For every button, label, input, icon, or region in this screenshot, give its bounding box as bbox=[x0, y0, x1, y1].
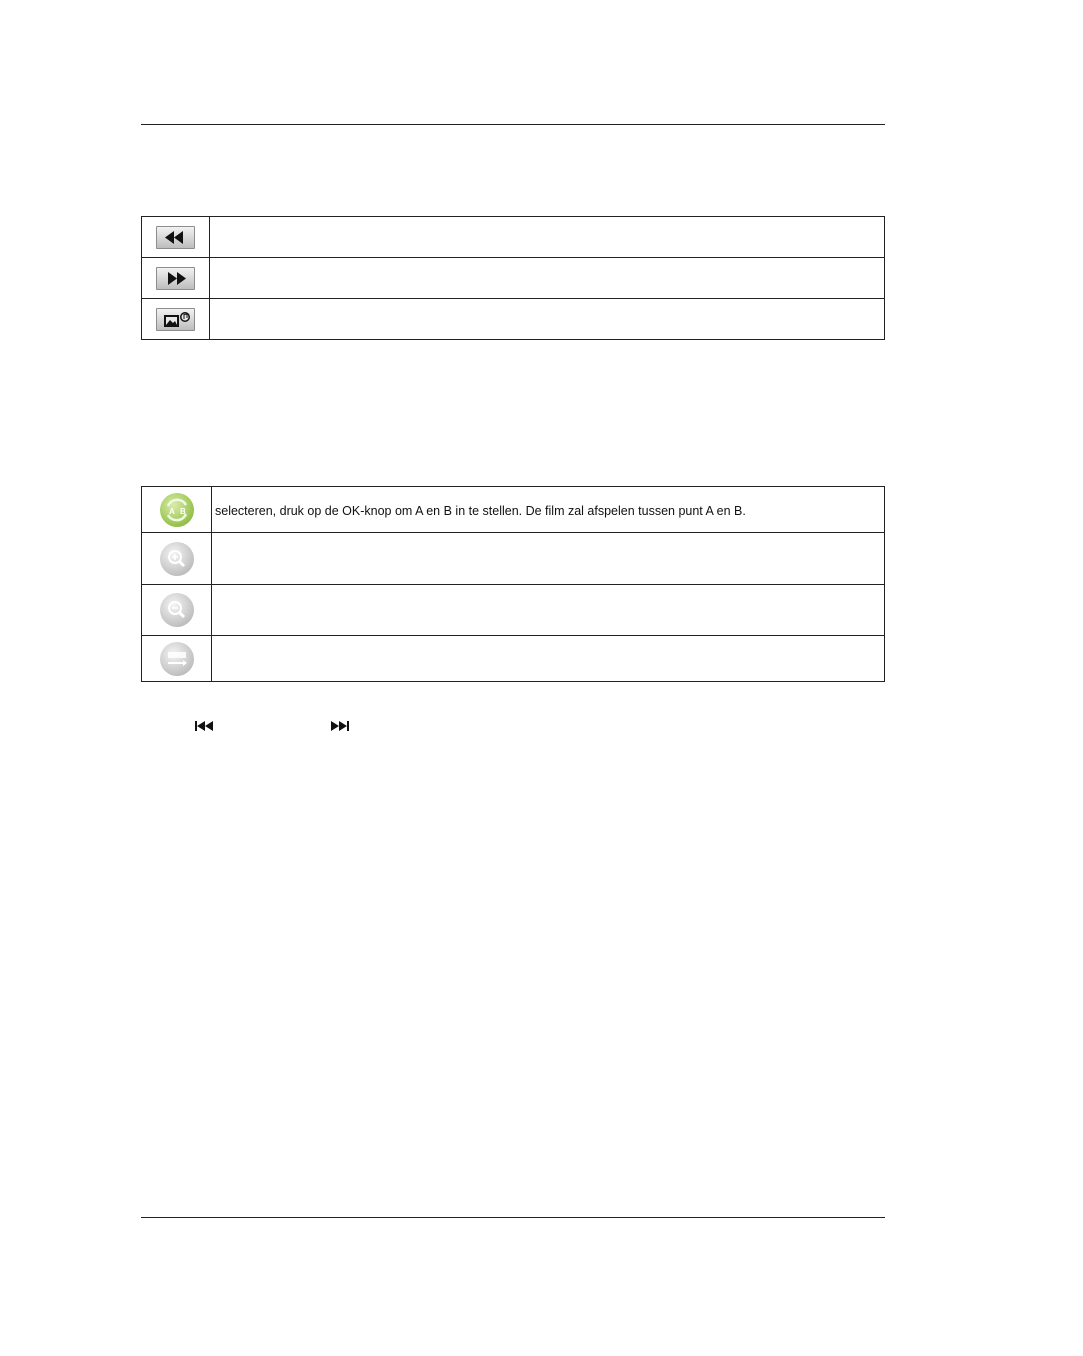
table-cell-text bbox=[210, 258, 885, 299]
table-cell-text: selecteren, druk op de OK-knop om A en B in te stellen. De film zal afspelen tussen punt A en B. bbox=[212, 487, 885, 533]
table-cell-text bbox=[210, 217, 885, 258]
svg-text:B: B bbox=[179, 506, 186, 516]
table-row bbox=[142, 533, 885, 585]
photo-music-icon bbox=[156, 308, 195, 331]
skip-previous-icon bbox=[194, 720, 214, 732]
table-cell-text bbox=[212, 585, 885, 636]
table-row bbox=[142, 258, 885, 299]
table-cell-text bbox=[212, 533, 885, 585]
table-row bbox=[142, 636, 885, 682]
playback-icons-table bbox=[141, 216, 885, 340]
top-rule bbox=[141, 124, 885, 125]
table-cell-text bbox=[210, 299, 885, 340]
rewind-icon bbox=[156, 226, 195, 249]
zoom-out-icon bbox=[160, 593, 194, 627]
ab-repeat-icon bbox=[160, 493, 194, 527]
bottom-rule bbox=[141, 1217, 885, 1218]
table-row bbox=[142, 299, 885, 340]
skip-next-icon bbox=[330, 720, 350, 732]
table-cell-text bbox=[212, 636, 885, 682]
video-options-table bbox=[141, 486, 885, 682]
table-row bbox=[142, 217, 885, 258]
table-row bbox=[142, 487, 885, 533]
svg-text:A: A bbox=[168, 506, 175, 516]
table-row bbox=[142, 585, 885, 636]
zoom-in-icon bbox=[160, 542, 194, 576]
fast-forward-icon bbox=[156, 267, 195, 290]
time-goto-icon bbox=[160, 642, 194, 676]
